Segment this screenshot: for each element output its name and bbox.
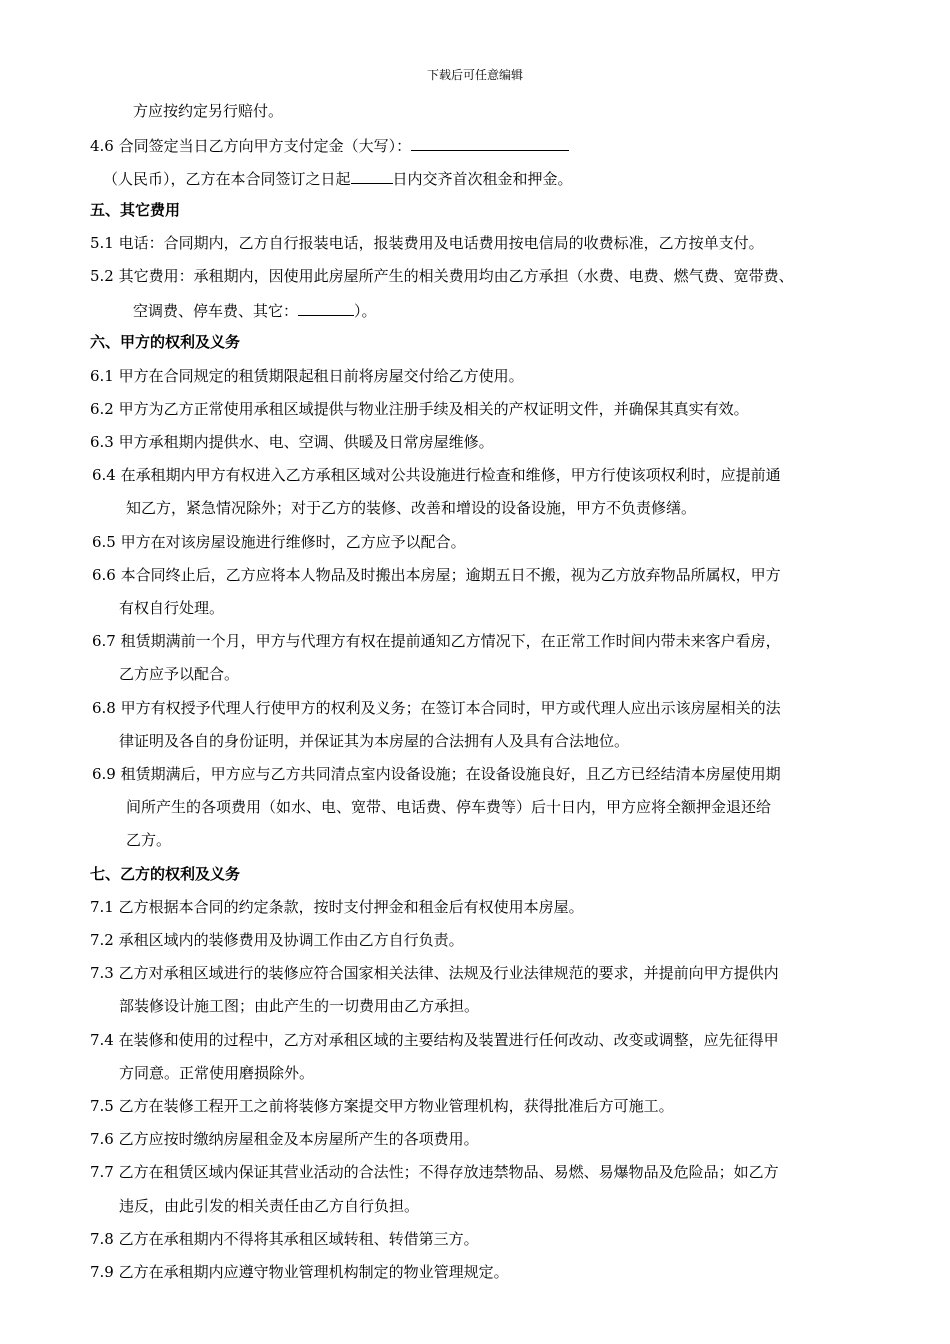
line-text: 7.6 乙方应按时缴纳房屋租金及本房屋所产生的各项费用。 [90,1130,479,1148]
line-text: 有权自行处理。 [119,599,225,617]
line-text: 方同意。正常使用磨损除外。 [119,1064,315,1082]
page-header: 下载后可任意编辑 [426,68,523,82]
text-line [126,498,696,518]
text-line [90,963,779,983]
section-heading [90,864,240,884]
line-text: 5.1 电话：合同期内，乙方自行报装电话，报装费用及电话费用按电信局的收费标准，乙方按单支付。 [90,234,764,252]
text-line [119,996,479,1016]
text-line [126,797,771,817]
line-text: 知乙方，紧急情况除外；对于乙方的装修、改善和增设的设备设施，甲方不负责修缮。 [126,499,697,517]
line-text: 7.9 乙方在承租期内应遵守物业管理机构制定的物业管理规定。 [90,1263,509,1281]
text-line [90,432,494,452]
text-line [90,1129,479,1149]
text-line [90,897,584,917]
text-line [90,399,749,419]
line-text: 7.1 乙方根据本合同的约定条款，按时支付押金和租金后有权使用本房屋。 [90,898,584,916]
text-line [92,698,781,718]
line-text: 7.5 乙方在装修工程开工之前将装修方案提交甲方物业管理机构，获得批准后方可施工。 [90,1097,674,1115]
line-text: 7.2 承租区域内的装修费用及协调工作由乙方自行负责。 [90,931,464,949]
line-text: 乙方应予以配合。 [119,665,240,683]
line-text: 6.4 在承租期内甲方有权进入乙方承租区域对公共设施进行检查和维修，甲方行使该项权利时，应提前通 [92,466,781,484]
line-text: 7.7 乙方在租赁区域内保证其营业活动的合法性；不得存放违禁物品、易燃、易爆物品及危险品；如乙方 [90,1163,779,1181]
line-text: 违反，由此引发的相关责任由乙方自行负担。 [119,1197,420,1215]
line-text: 6.1 甲方在合同规定的租赁期限起租日前将房屋交付给乙方使用。 [90,367,524,385]
text-line [133,101,283,121]
text-line [133,299,377,321]
line-text: 间所产生的各项费用（如水、电、宽带、电话费、停车费等）后十日内，甲方应将全额押金退还给 [126,798,772,816]
text-line [90,134,569,156]
line-text: （人民币），乙方在本合同签订之日起 [103,170,351,188]
text-line [92,631,781,651]
line-text: 4.6 合同签定当日乙方向甲方支付定金（大写）： [90,137,412,155]
line-text: 5.2 其它费用：承租期内，因使用此房屋所产生的相关费用均由乙方承担（水费、电费、燃气费、宽带费、 [90,267,794,285]
text-line [119,664,239,684]
line-text: 6.9 租赁期满后，甲方应与乙方共同清点室内设备设施；在设备设施良好，且乙方已经结清本房屋使用期 [92,765,781,783]
line-text: 七、乙方的权利及义务 [90,865,241,883]
line-text: 部装修设计施工图；由此产生的一切费用由乙方承担。 [119,997,480,1015]
line-text: 6.2 甲方为乙方正常使用承租区域提供与物业注册手续及相关的产权证明文件，并确保其真实有效。 [90,400,749,418]
line-text: 五、其它费用 [90,201,181,219]
line-text: 6.3 甲方承租期内提供水、电、空调、供暖及日常房屋维修。 [90,433,494,451]
text-line [103,167,573,189]
line-text: 空调费、停车费、其它： [133,302,299,320]
line-text: 6.5 甲方在对该房屋设施进行维修时，乙方应予以配合。 [92,533,466,551]
line-text: 6.8 甲方有权授予代理人行使甲方的权利及义务；在签订本合同时，甲方或代理人应出示该房屋相关的法 [92,699,781,717]
line-text: 方应按约定另行赔付。 [133,102,284,120]
text-line [90,1030,779,1050]
text-line [119,1063,314,1083]
line-text: 乙方。 [126,831,172,849]
line-text: 7.8 乙方在承租期内不得将其承租区域转租、转借第三方。 [90,1230,479,1248]
text-line [119,598,224,618]
line-text: 7.4 在装修和使用的过程中，乙方对承租区域的主要结构及装置进行任何改动、改变或调整，应先征得甲 [90,1031,779,1049]
text-line [90,1162,779,1182]
text-line [90,1262,509,1282]
text-line [90,1096,674,1116]
text-line [119,731,629,751]
fill-in-blank [298,299,354,316]
text-line [92,465,781,485]
line-text-after-blank: 日内交齐首次租金和押金。 [392,170,573,188]
line-text: 6.6 本合同终止后，乙方应将本人物品及时搬出本房屋；逾期五日不搬，视为乙方放弃物品所属权，甲方 [92,566,781,584]
text-line [92,764,781,784]
line-text: 六、甲方的权利及义务 [90,333,241,351]
line-text: 7.3 乙方对承租区域进行的装修应符合国家相关法律、法规及行业法律规范的要求，并提前向甲方提供内 [90,964,779,982]
text-line [90,266,794,286]
text-line [92,532,466,552]
text-line [90,233,764,253]
line-text: 6.7 租赁期满前一个月，甲方与代理方有权在提前通知乙方情况下，在正常工作时间内带未来客户看房， [92,632,781,650]
fill-in-blank [351,167,393,184]
text-line [119,1196,419,1216]
line-text-after-blank: ）。 [354,302,377,320]
text-line [90,1229,479,1249]
line-text: 律证明及各自的身份证明，并保证其为本房屋的合法拥有人及具有合法地位。 [119,732,630,750]
text-line [92,565,781,585]
text-line [90,366,524,386]
text-line [90,930,464,950]
text-line [126,830,171,850]
section-heading [90,200,180,220]
fill-in-blank [411,134,569,151]
section-heading [90,332,240,352]
